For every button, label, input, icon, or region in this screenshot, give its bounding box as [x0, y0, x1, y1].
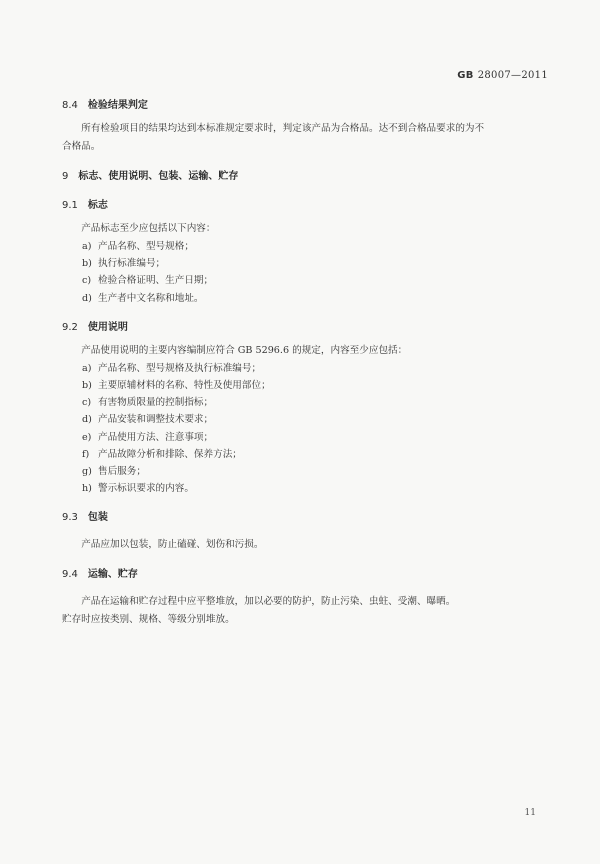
section-number: 9.4 [62, 569, 78, 581]
section-number: 8.4 [62, 100, 78, 111]
section-heading-9-2 [62, 320, 550, 336]
section-heading-9 [62, 169, 550, 185]
list-marker: d) [82, 292, 92, 304]
standard-prefix: GB [457, 70, 474, 81]
list-text: 生产者中文名称和地址。 [98, 292, 204, 304]
list-marker: b) [82, 380, 92, 392]
section-title: 包装 [87, 512, 108, 524]
document-body [62, 98, 550, 629]
list-item [62, 377, 550, 394]
list-text: 警示标识要求的内容。 [98, 483, 194, 495]
list-item [62, 411, 550, 428]
paragraph: 产品标志至少应包括以下内容： [81, 223, 216, 234]
section-heading-9-4 [62, 567, 550, 583]
list-item [62, 272, 550, 289]
list-text: 售后服务； [98, 466, 146, 478]
list-marker: a) [82, 241, 92, 252]
paragraph: 产品应加以包装，防止磕碰、划伤和污损。 [81, 539, 264, 551]
list-marker: d) [82, 414, 92, 426]
paragraph: 产品在运输和贮存过程中应平整堆放，加以必要的防护，防止污染、虫蛀、受潮、曝晒。 [81, 596, 456, 608]
list-marker: c) [82, 397, 92, 409]
list-marker: c) [82, 275, 92, 287]
list-marker: f) [82, 448, 90, 460]
list-text: 产品使用方法、注意事项； [98, 431, 214, 443]
list-text: 产品名称、型号规格及执行标准编号； [98, 362, 262, 374]
section-heading-8-4 [62, 98, 550, 114]
section-number: 9.1 [62, 200, 78, 211]
section-number: 9.3 [62, 512, 78, 524]
page-number: 11 [524, 808, 536, 818]
section-title: 使用说明 [87, 321, 128, 333]
list-item [62, 446, 550, 463]
list-item [62, 255, 550, 272]
list-text: 检验合格证明、生产日期； [98, 275, 214, 287]
standard-code [457, 70, 548, 81]
section-heading-9-3 [62, 510, 550, 526]
list-text: 产品安装和调整技术要求； [98, 414, 214, 426]
section-title: 标志、使用说明、包装、运输、贮存 [78, 171, 239, 182]
section-number: 9.2 [62, 321, 78, 333]
list-item [62, 290, 550, 307]
list-text: 产品名称、型号规格； [98, 241, 194, 252]
section-title: 标志 [87, 200, 108, 211]
list-item [62, 429, 550, 446]
section-number: 9 [62, 171, 69, 182]
list-item [62, 394, 550, 411]
list-item [62, 360, 550, 377]
list-text: 执行标准编号； [98, 258, 166, 270]
list-text: 主要原辅材料的名称、特性及使用部位； [98, 380, 271, 392]
standard-number: 28007—2011 [477, 70, 548, 81]
section-title: 检验结果判定 [87, 100, 148, 111]
list-item [62, 480, 550, 497]
list-item [62, 463, 550, 480]
list-text: 有害物质限量的控制指标； [98, 397, 214, 409]
paragraph-continuation: 合格品。 [62, 141, 101, 152]
section-title: 运输、贮存 [87, 569, 138, 581]
list-text: 产品故障分析和排除、保养方法； [98, 448, 242, 460]
section-heading-9-1 [62, 198, 550, 214]
paragraph: 贮存时应按类别、规格、等级分别堆放。 [62, 614, 235, 626]
paragraph: 产品使用说明的主要内容编制应符合 GB 5296.6 的规定，内容至少应包括： [81, 344, 408, 356]
list-item [62, 238, 550, 255]
list-marker: g) [82, 466, 92, 478]
list-marker: a) [82, 362, 92, 374]
paragraph: 所有检验项目的结果均达到本标准规定要求时，判定该产品为合格品。达不到合格品要求的为不 [81, 123, 485, 134]
list-marker: b) [82, 258, 92, 270]
list-marker: h) [82, 483, 92, 495]
list-marker: e) [82, 431, 92, 443]
